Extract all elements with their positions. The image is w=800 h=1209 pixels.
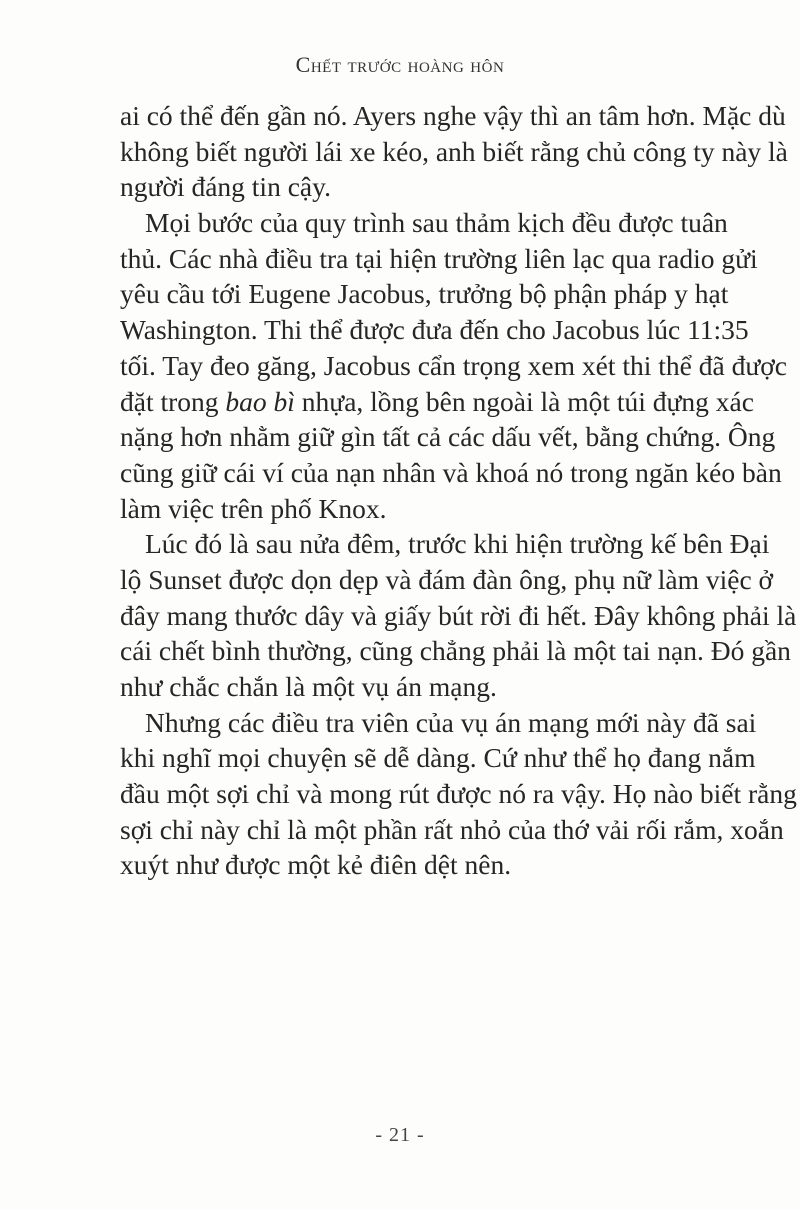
text-line: xuýt như được một kẻ điên dệt nên. (120, 849, 512, 881)
text-line: sợi chỉ này chỉ là một phần rất nhỏ của thớ vải rối rắm, xoắn (120, 813, 784, 845)
text-line: ai có thể đến gần nó. Ayers nghe vậy thì an tâm hơn. Mặc dù (120, 100, 786, 131)
text-line: yêu cầu tới Eugene Jacobus, trưởng bộ phận pháp y hạt (120, 278, 729, 310)
paragraph (120, 98, 788, 205)
text-line: đầu một sợi chỉ và mong rút được nó ra vậy. Họ nào biết rằng (120, 778, 797, 810)
page-number: - 21 - (375, 1124, 425, 1146)
text-line: như chắc chắn là một vụ án mạng. (120, 671, 497, 702)
running-header: Chết trước hoàng hôn (295, 52, 505, 77)
text-line: Lúc đó là sau nửa đêm, trước khi hiện trường kế bên Đại (145, 528, 770, 560)
paragraph (120, 205, 787, 526)
text-line: Mọi bước của quy trình sau thảm kịch đều được tuân (145, 207, 728, 239)
text-line: Nhưng các điều tra viên của vụ án mạng mới này đã sai (145, 706, 757, 738)
text-line: thủ. Các nhà điều tra tại hiện trường liên lạc qua radio gửi (120, 242, 758, 274)
text-line: người đáng tin cậy. (120, 171, 331, 203)
italic-text: bao bì (225, 385, 295, 417)
text-line: đây mang thước dây và giấy bút rời đi hết. Đây không phải là (120, 599, 797, 631)
text-line: làm việc trên phố Knox. (120, 492, 387, 524)
text-line: khi nghĩ mọi chuyện sẽ dễ dàng. Cứ như thể họ đang nắm (120, 742, 756, 774)
paragraph (120, 705, 797, 883)
text-line: Washington. Thi thể được đưa đến cho Jacobus lúc 11:35 (120, 314, 749, 346)
text-line: lộ Sunset được dọn dẹp và đám đàn ông, phụ nữ làm việc ở (120, 563, 774, 595)
text-line: cũng giữ cái ví của nạn nhân và khoá nó trong ngăn kéo bàn (120, 456, 782, 488)
text-line: nặng hơn nhằm giữ gìn tất cả các dấu vết, bằng chứng. Ông (120, 421, 776, 453)
text-line: tối. Tay đeo găng, Jacobus cẩn trọng xem xét thi thể đã được (120, 349, 787, 381)
paragraph (120, 526, 797, 704)
body-text (120, 98, 797, 883)
text-line: đặt trong bao bì nhựa, lồng bên ngoài là một túi đựng xác (120, 385, 754, 417)
text-line: cái chết bình thường, cũng chẳng phải là một tai nạn. Đó gần (120, 635, 791, 667)
text-line: không biết người lái xe kéo, anh biết rằng chủ công ty này là (120, 135, 788, 167)
